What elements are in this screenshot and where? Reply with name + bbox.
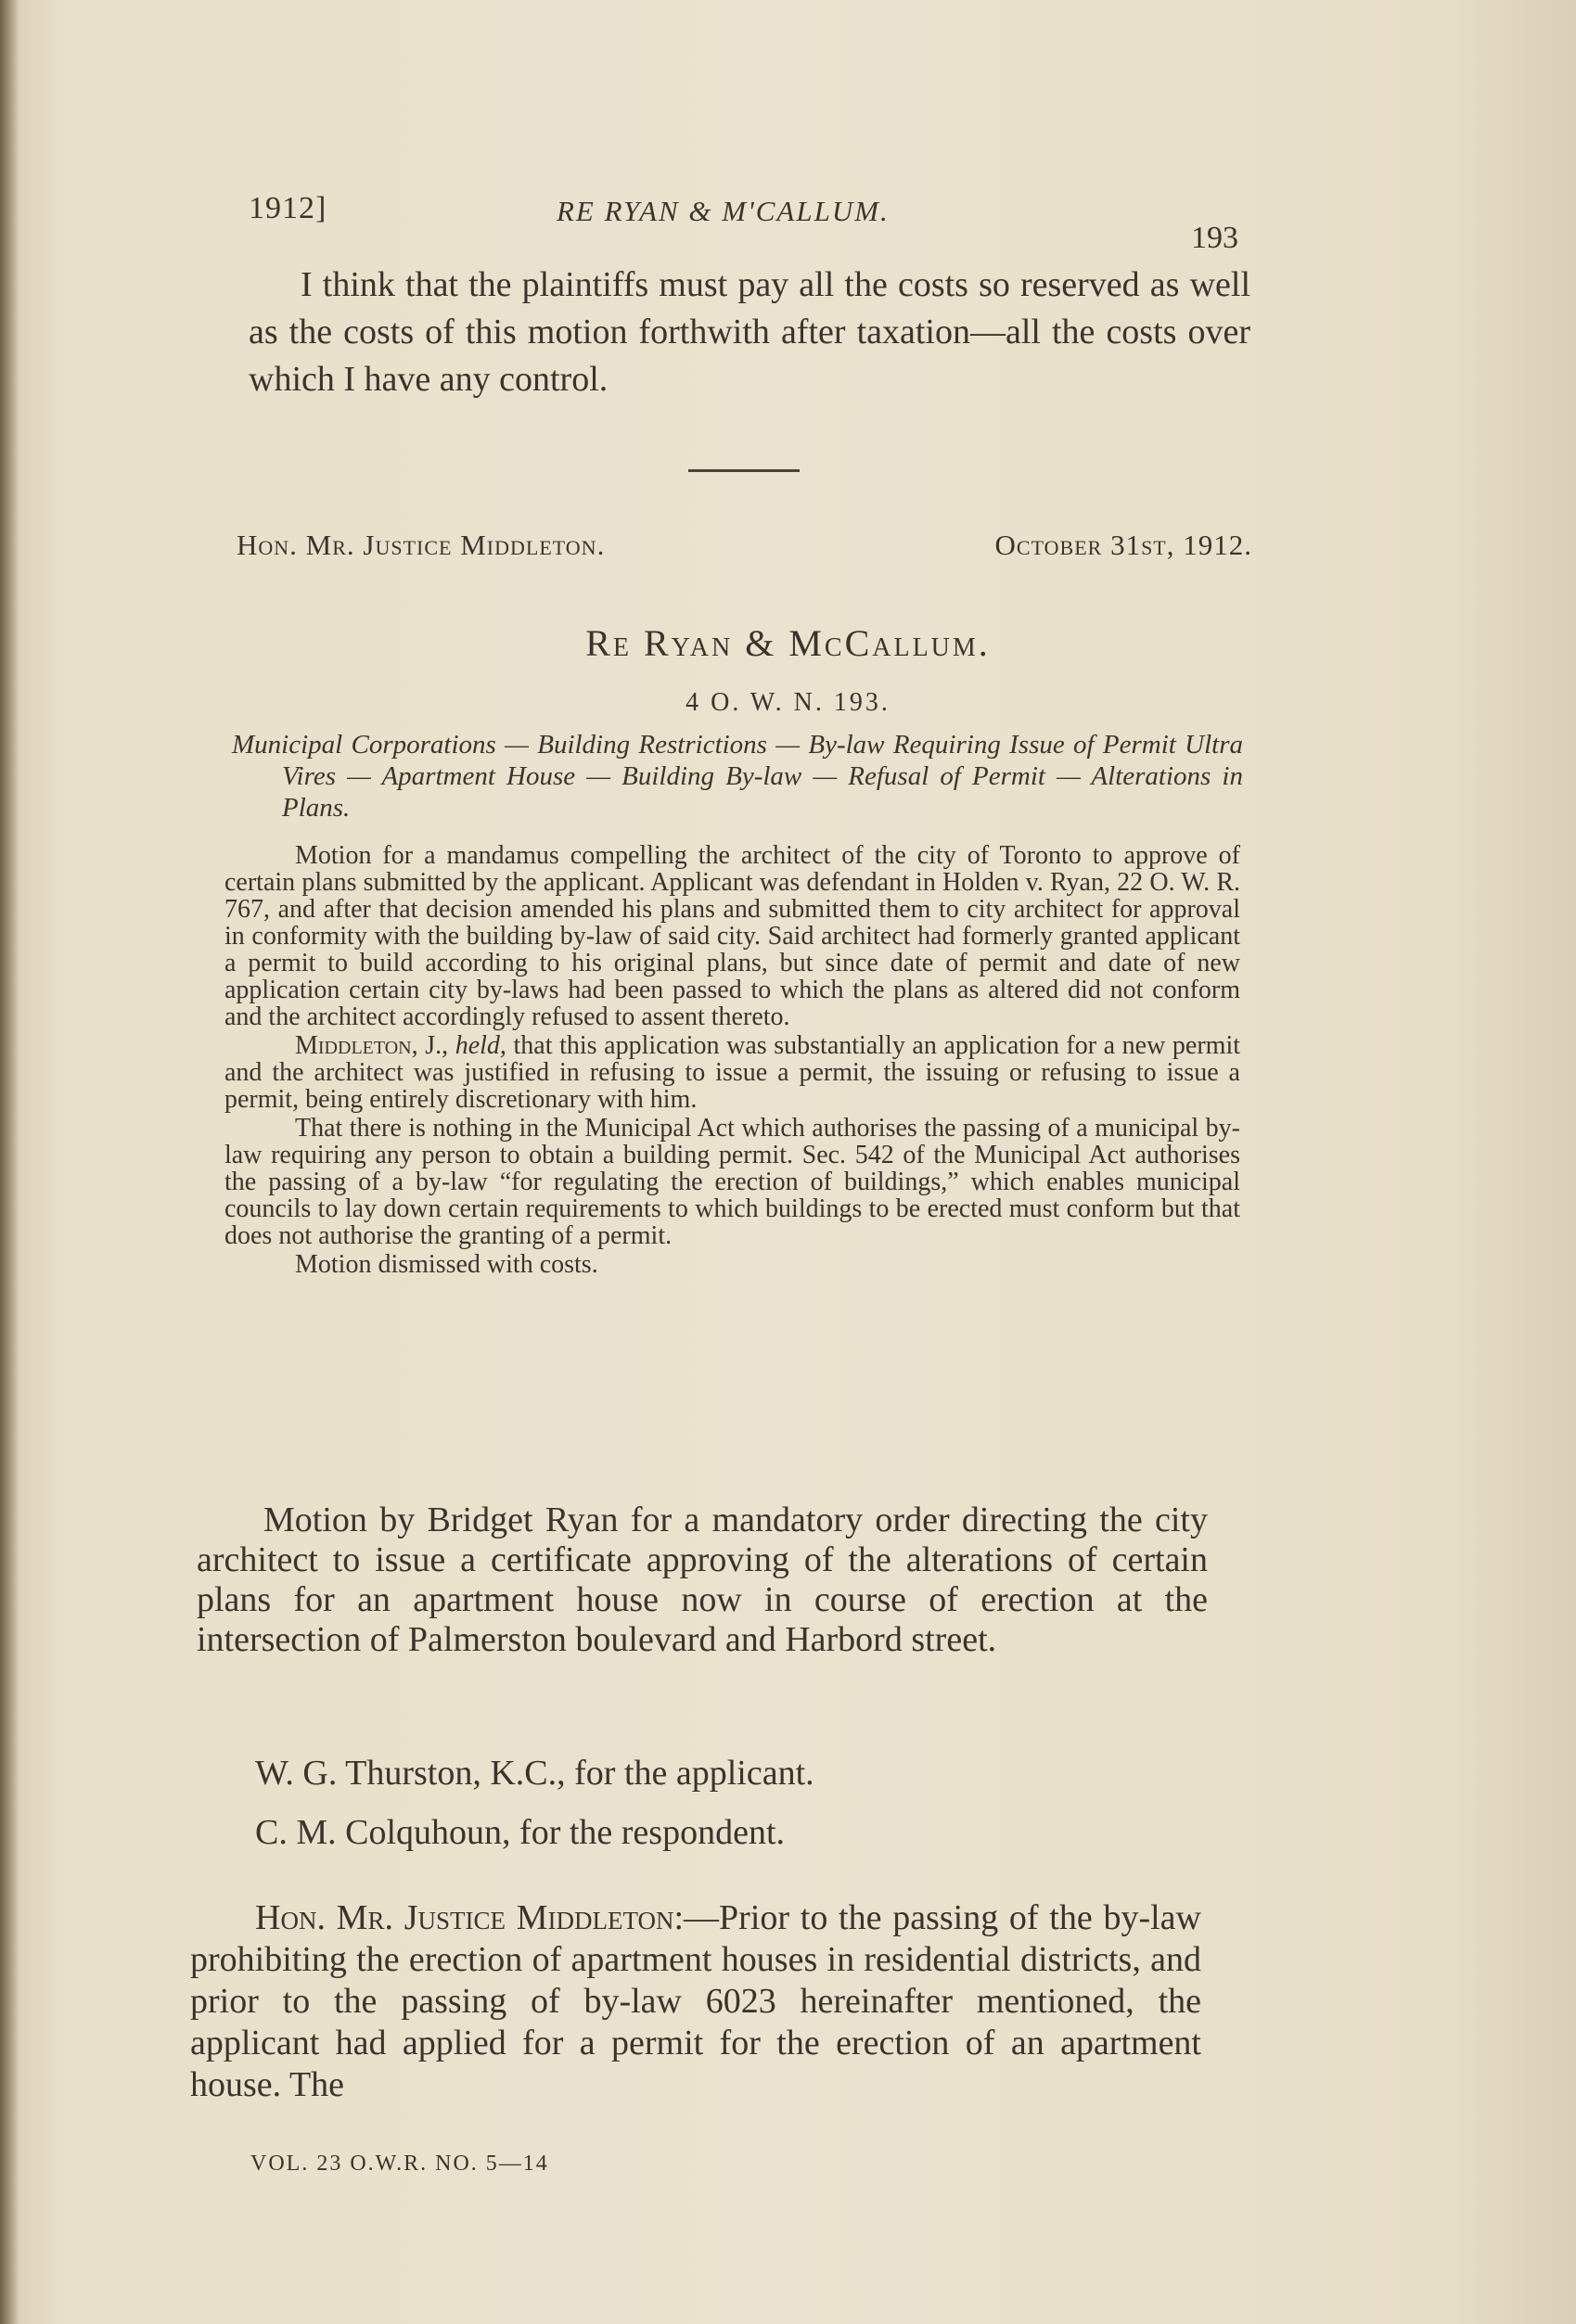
case-summary [224, 842, 1240, 1280]
section-divider [688, 469, 800, 472]
case-date: October 31st, 1912. [994, 529, 1252, 561]
case-judge-date-line [237, 529, 1252, 562]
case-citation: 4 O. W. N. 193. [685, 688, 891, 717]
motion-paragraph: Motion by Bridget Ryan for a mandatory order directing the city architect to issue a certificate approving of the alterations of certain plans for an apartment house now in course of erection at the intersection of Palmerston boulevard and Harbord street. [197, 1500, 1208, 1659]
book-spine-shadow [0, 0, 19, 2324]
case-title: Re Ryan & McCallum. [585, 622, 991, 664]
counsel-applicant: W. G. Thurston, K.C., for the applicant. [255, 1754, 814, 1793]
judgment-judge-name: Hon. Mr. Justice Middleton: [255, 1898, 685, 1937]
volume-footer: VOL. 23 O.W.R. NO. 5—14 [250, 2152, 549, 2176]
judgment-paragraph [190, 1897, 1201, 2106]
summary-paragraph-holding [224, 1032, 1240, 1113]
case-headnote: Municipal Corporations — Building Restrictions — By-law Requiring Issue of Permit Ultra Vires — Apartment House — Building By-law — Refusal of Permit — Alterations in Plans. [232, 730, 1243, 823]
running-header-title: RE RYAN & M'CALLUM. [557, 195, 890, 227]
summary-paragraph-facts: Motion for a mandamus compelling the architect of the city of Toronto to approve of certain plans submitted by the applicant. Applicant was defendant in Holden v. Ryan, 22 O. W. R. 767, and after that decision amended his plans and submitted them to city architect for approval in conformity with the building by-law of said city. Said architect had formerly granted applicant a permit to build according to his original plans, but since date of permit and date of new application certain city by-laws had been passed to which the plans as altered did not conform and the architect accordingly refused to assent thereto. [224, 841, 1240, 1031]
summary-paragraph-act: That there is nothing in the Municipal Act which authorises the passing of a municipal by-law requiring any person to obtain a building permit. Sec. 542 of the Municipal Act authorises the passing of a by-law “for regulating the erection of buildings,” which enables municipal councils to lay down certain requirements to which buildings to be erected must conform but that does not authorise the granting of a permit. [224, 1114, 1240, 1250]
page-number: 193 [1191, 221, 1238, 255]
judgment-text: —Prior to the passing of the by-law prohibiting the erection of apartment houses in residential districts, and prior to the passing of by-law 6023 hereinafter mentioned, the applicant had applied for a permit for the erection of an apartment house. The [190, 1898, 1201, 2104]
summary-held: held, [455, 1031, 506, 1060]
case-judge: Hon. Mr. Justice Middleton. [237, 529, 606, 561]
summary-paragraph-disposition: Motion dismissed with costs. [295, 1250, 598, 1279]
summary-holding-text: that this application was substantially an application for a new permit and the architect was justified in refusing to issue a permit, the issuing or refusing to issue a permit, being entirely discretionary with him. [224, 1031, 1241, 1114]
summary-judge-name: Middleton, J., [295, 1031, 449, 1060]
previous-case-ending: I think that the plaintiffs must pay all the costs so reserved as well as the costs of this motion forthwith after taxation—all the costs over which I have any control. [249, 265, 1250, 399]
running-header-year: 1912] [249, 191, 327, 225]
counsel-respondent: C. M. Colquhoun, for the respondent. [255, 1813, 786, 1852]
